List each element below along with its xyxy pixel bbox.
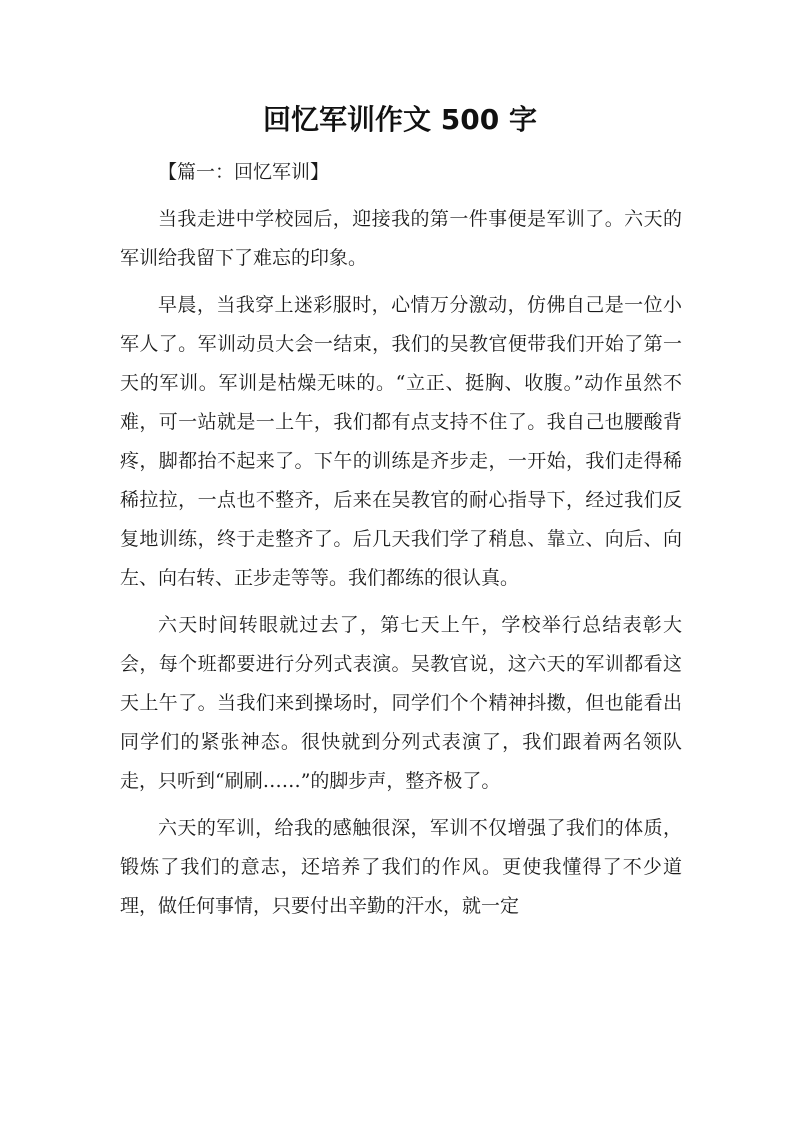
paragraph-2: 早晨，当我穿上迷彩服时，心情万分激动，仿佛自己是一位小军人了。军训动员大会一结束，我们的吴教官便带我们开始了第一天的军训。军训是枯燥无味的。“立正、挺胸、收腹。”动作虽然不难，可一站就是一上午，我们都有点支持不住了。我自己也腰酸背疼，脚都抬不起来了。下午的训练是齐步走，一开始，我们走得稀稀拉拉，一点也不整齐，后来在吴教官的耐心指导下，经过我们反复地训练，终于走整齐了。后几天我们学了稍息、靠立、向后、向左、向右转、正步走等等。我们都练的很认真。	[120, 294, 682, 589]
document-title: 回忆军训作文 500 字	[263, 103, 537, 136]
paragraph-4: 六天的军训，给我的感触很深，军训不仅增强了我们的体质，锻炼了我们的意志，还培养了我们的作风。更使我懂得了不少道理，做任何事情，只要付出辛勤的汗水，就一定	[120, 817, 682, 917]
document-body	[120, 153, 682, 926]
paragraph-3: 六天时间转眼就过去了，第七天上午，学校举行总结表彰大会，每个班都要进行分列式表演。吴教官说，这六天的军训都看这天上午了。当我们来到操场时，同学们个个精神抖擞，但也能看出同学们的紧张神态。很快就到分列式表演了，我们跟着两名领队走，只听到“刷刷……”的脚步声，整齐极了。	[120, 614, 682, 792]
paragraph-1: 当我走进中学校园后，迎接我的第一件事便是军训了。六天的军训给我留下了难忘的印象。	[120, 208, 682, 269]
section-heading: 【篇一：回忆军训】	[158, 161, 330, 183]
